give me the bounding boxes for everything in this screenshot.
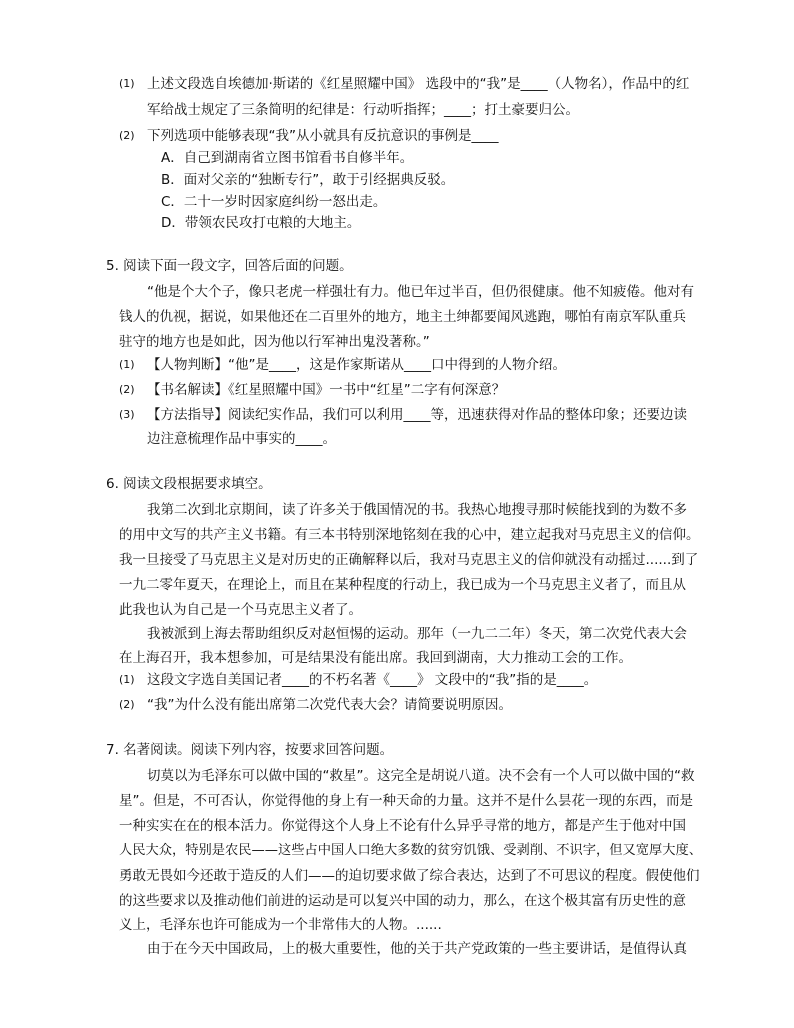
option-b: B．面对父亲的“独断专行”，敢于引经据典反驳。 — [161, 172, 455, 188]
passage-line: 的用中文写的共产主义书籍。有三本书特别深地铭刻在我的心中，建立起我对马克思主义的信仰。 — [119, 527, 700, 543]
passage-line: 我被派到上海去帮助组织反对赵恒惕的运动。那年（一九二二年）冬天，第二次党代表大会 — [147, 626, 687, 642]
passage-line: 一九二零年夏天，在理论上，而且在某种程度的行动上，我已成为一个马克思主义者了，而且从 — [119, 577, 686, 593]
question-text: “我”为什么没有能出席第二次党代表大会？请简要说明原因。 — [147, 697, 512, 713]
passage-line: 一种实实在在的根本活力。你觉得这个人身上不论有什么异乎寻常的地方，都是产生于他对中国 — [119, 818, 686, 834]
question-text: 上述文段选自埃德加·斯诺的《红星照耀中国》 选段中的“我”是____（人物名），作品中的红 — [147, 76, 690, 92]
passage-line: 我第二次到北京期间，读了许多关于俄国情况的书。我热心地搜寻那时候能找到的为数不多 — [147, 502, 687, 518]
question-title: 7. 名著阅读。阅读下列内容，按要求回答问题。 — [106, 742, 394, 758]
passage-line: 我一旦接受了马克思主义是对历史的正确解释以后，我对马克思主义的信仰就没有动摇过......到了 — [119, 552, 699, 568]
option-c: C．二十一岁时因家庭纠纷一怒出走。 — [161, 194, 387, 210]
passage-line: 在上海召开，我本想参加，可是结果没有能出席。我回到湖南，大力推动工会的工作。 — [119, 650, 632, 666]
question-text: 军给战士规定了三条简明的纪律是：行动听指挥；____；打土豪要归公。 — [147, 102, 579, 118]
question-text: 【书名解读】《红星照耀中国》一书中“红星”二字有何深意？ — [147, 382, 506, 398]
question-title: 6. 阅读文段根据要求填空。 — [106, 476, 272, 492]
passage-line: 此我也认为自己是一个马克思主义者了。 — [119, 602, 362, 618]
passage-line: 的这些要求以及推动他们前进的运动是可以复兴中国的动力，那么，在这个极其富有历史性的意 — [119, 893, 686, 909]
sub-question-number: (3) — [119, 408, 135, 421]
sub-question-number: (2) — [119, 383, 135, 396]
option-a: A．自己到湖南省立图书馆看书自修半年。 — [161, 150, 414, 166]
question-text: 边注意梳理作品中事实的____。 — [147, 431, 336, 447]
passage-line: 由于在今天中国政局，上的极大重要性，他的关于共产党政策的一些主要讲话，是值得认真 — [147, 941, 687, 957]
passage-line: “他是个大个子，像只老虎一样强壮有力。他已年过半百，但仍很健康。他不知疲倦。他对有 — [147, 284, 694, 300]
passage-line: 驻守的地方也是如此，因为他以行军神出鬼没著称。” — [119, 334, 430, 350]
passage-line: 切莫以为毛泽东可以做中国的“救星”。这完全是胡说八道。决不会有一个人可以做中国的“救 — [147, 768, 695, 784]
sub-question-number: (1) — [119, 358, 135, 371]
sub-question-number: (2) — [119, 698, 135, 711]
option-d: D．带领农民攻打屯粮的大地主。 — [161, 215, 361, 231]
question-text: 【人物判断】“他”是____，这是作家斯诺从____口中得到的人物介绍。 — [147, 357, 566, 373]
question-title: 5. 阅读下面一段文字，回答后面的问题。 — [106, 258, 353, 274]
question-text: 下列选项中能够表现“我”从小就具有反抗意识的事例是____ — [147, 128, 499, 144]
passage-line: 人民大众，特别是农民——这些占中国人口绝大多数的贫穷饥饿、受剥削、不识字，但又宽厚大度、 — [119, 843, 703, 858]
passage-line: 勇敢无畏如今还敢于造反的人们——的迫切要求做了综合表达，达到了不可思议的程度。假使他们 — [119, 868, 700, 884]
passage-line: 星”。但是，不可否认，你觉得他的身上有一种天命的力量。这并不是什么昙花一现的东西，而是 — [119, 793, 693, 809]
question-text: 这段文字选自美国记者____的不朽名著《____》 文段中的“我”指的是____。 — [147, 672, 598, 688]
passage-line: 钱人的仇视，据说，如果他还在二百里外的地方，地主土绅都要闻风逃跑，哪怕有南京军队重兵 — [119, 309, 686, 325]
sub-question-number: (1) — [119, 673, 135, 686]
question-text: 【方法指导】阅读纪实作品，我们可以利用____等，迅速获得对作品的整体印象；还要边读 — [147, 407, 687, 423]
sub-question-number: (2) — [119, 129, 135, 142]
sub-question-number: (1) — [119, 77, 135, 90]
passage-line: 义上，毛泽东也许可能成为一个非常伟大的人物。...... — [119, 917, 442, 933]
